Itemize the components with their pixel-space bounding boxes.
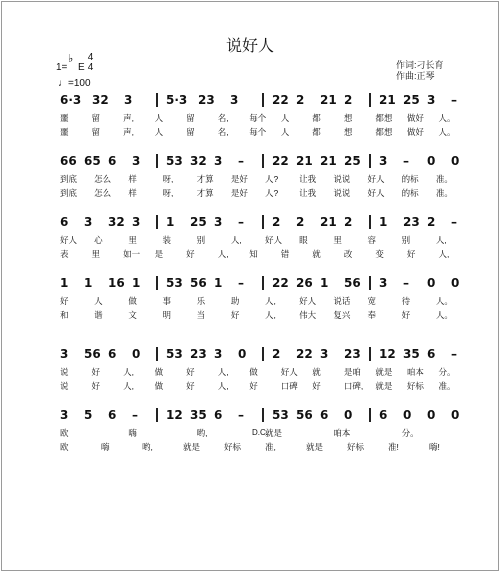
lyric-syllable: 欧 (60, 442, 69, 452)
lyric-syllable: 做好 (406, 127, 424, 137)
note: 25 (403, 93, 420, 107)
lyric-syllable: 好 (186, 249, 195, 259)
note: 0 (132, 347, 141, 361)
lyric-syllable: 人, (265, 296, 276, 306)
note: 3 (124, 93, 133, 107)
note: – (132, 408, 138, 422)
lyric-syllable: 噩 (60, 113, 69, 123)
lyric-syllable: 和 (60, 310, 69, 320)
notation-line (0, 153, 500, 173)
note: – (451, 93, 457, 107)
note: 1 (84, 276, 93, 290)
bar-line (262, 347, 264, 361)
lyric-syllable: 嗨! (429, 442, 440, 452)
bar-line (262, 215, 264, 229)
note: 22 (296, 347, 313, 361)
lyric-syllable: 都想 (375, 127, 393, 137)
bar-line (369, 276, 371, 290)
note: 2 (296, 215, 305, 229)
note: 2 (272, 215, 281, 229)
note: 0 (344, 408, 353, 422)
bar-line (369, 347, 371, 361)
score-row (0, 346, 500, 406)
lyric-syllable: 人? (265, 174, 279, 184)
lyric-syllable: 好 (230, 310, 240, 320)
note: 3 (320, 347, 329, 361)
lyric-syllable: 分。 (438, 367, 456, 377)
note: 6 (108, 347, 117, 361)
lyric-line (0, 126, 500, 138)
score-row (0, 275, 500, 335)
lyric-syllable: 人, (438, 249, 450, 259)
note: 1 (60, 276, 69, 290)
lyric-syllable: 是好 (230, 188, 248, 198)
lyric-syllable: 好 (406, 249, 416, 259)
lyric-syllable: 好标 (347, 442, 365, 452)
note: 53 (166, 347, 183, 361)
lyric-syllable: 事 (162, 296, 172, 306)
credits (396, 60, 444, 82)
lyric-syllable: 好人 (265, 235, 283, 245)
note: 12 (379, 347, 396, 361)
lyric-syllable: 复兴 (333, 310, 351, 320)
lyric-syllable: 好人 (299, 296, 317, 306)
bar-line (369, 93, 371, 107)
lyric-syllable: 人 (154, 127, 164, 137)
lyric-syllable: 做 (128, 296, 137, 306)
lyric-syllable: 就是 (183, 442, 201, 452)
note: 6·3 (60, 93, 82, 107)
flat-sign: ♭ (68, 53, 74, 65)
note: 5 (84, 408, 93, 422)
bar-line (262, 154, 264, 168)
note: 0 (451, 408, 460, 422)
score-row (0, 407, 500, 467)
lyric-syllable: 人, (217, 381, 229, 391)
lyric-syllable: 留 (91, 113, 101, 123)
lyric-syllable: 变 (375, 249, 384, 259)
notation-line (0, 275, 500, 295)
lyric-syllable: 才算 (196, 188, 214, 198)
lyric-syllable: 好标 (224, 442, 242, 452)
lyric-syllable: 文 (128, 310, 137, 320)
lyric-syllable: 人, (123, 381, 134, 391)
note: 16 (108, 276, 125, 290)
lyric-syllable: 咱本 (333, 428, 351, 438)
lyric-syllable: 明 (162, 310, 172, 320)
bar-line (262, 93, 264, 107)
lyric-syllable: 容 (367, 235, 377, 245)
lyric-syllable: 心 (94, 235, 103, 245)
note: 21 (320, 154, 337, 168)
lyric-syllable: 到底 (60, 188, 78, 198)
notation-line (0, 92, 500, 112)
notation-line (0, 407, 500, 427)
bar-line (369, 154, 371, 168)
lyric-syllable: 呀, (162, 188, 174, 198)
note: 3 (132, 154, 141, 168)
lyric-line (0, 366, 500, 378)
lyric-syllable: 知 (249, 249, 258, 259)
note: 6 (320, 408, 329, 422)
note: 3 (427, 93, 436, 107)
lyric-syllable: 好 (249, 381, 258, 391)
bar-line (369, 215, 371, 229)
note: 3 (84, 215, 93, 229)
lyric-syllable: 待 (401, 296, 411, 306)
lyric-syllable: 好 (91, 367, 101, 377)
note: 22 (272, 154, 289, 168)
note: 12 (166, 408, 183, 422)
lyric-syllable: 准。 (435, 174, 453, 184)
lyric-syllable: 好 (312, 381, 321, 391)
bar-line (156, 347, 158, 361)
note: 35 (403, 347, 420, 361)
lyric-syllable: 里 (333, 235, 342, 245)
note: 6 (427, 347, 436, 361)
note: 32 (92, 93, 109, 107)
lyric-syllable: 做好 (406, 113, 424, 123)
lyric-line (0, 441, 500, 453)
lyric-syllable: 谐 (94, 310, 103, 320)
lyric-syllable: 里 (91, 249, 101, 259)
lyric-syllable: 声, (123, 113, 134, 123)
lyric-syllable: 留 (186, 127, 195, 137)
lyric-syllable: 准。 (435, 188, 453, 198)
bar-line (262, 276, 264, 290)
lyric-syllable: 好 (60, 296, 69, 306)
lyric-syllable: 说说 (333, 174, 351, 184)
lyric-line (0, 295, 500, 307)
note: 3 (60, 347, 69, 361)
lyric-syllable: 助 (230, 296, 240, 306)
note: 3 (214, 154, 223, 168)
lyric-syllable: 都想 (375, 113, 393, 123)
note: 2 (296, 93, 305, 107)
bar-line (156, 154, 158, 168)
note: 1 (166, 215, 175, 229)
lyric-syllable: 才算 (196, 174, 214, 184)
note: 1 (379, 215, 388, 229)
note: 32 (190, 154, 207, 168)
lyric-syllable: 人。 (435, 310, 453, 320)
lyric-syllable: 做 (249, 367, 258, 377)
lyric-syllable: 是好 (230, 174, 248, 184)
note: 53 (166, 276, 183, 290)
lyric-syllable: 准。 (438, 381, 456, 391)
lyric-syllable: 呀, (162, 174, 174, 184)
lyric-syllable: 人 (280, 113, 290, 123)
note: 21 (320, 215, 337, 229)
note: – (238, 215, 244, 229)
lyric-line (0, 248, 500, 260)
note: 25 (190, 215, 207, 229)
note: 3 (230, 93, 239, 107)
note: 0 (427, 154, 436, 168)
note: – (451, 215, 457, 229)
time-signature (86, 53, 95, 73)
note: 6 (214, 408, 223, 422)
note: 2 (344, 215, 353, 229)
lyric-syllable: 留 (186, 113, 195, 123)
lyric-syllable: 人 (94, 296, 103, 306)
lyric-syllable: 人, (217, 367, 229, 377)
bar-line (262, 408, 264, 422)
notation-line (0, 214, 500, 234)
key-prefix: 1= (56, 62, 68, 73)
note: 53 (272, 408, 289, 422)
note: 23 (198, 93, 215, 107)
lyric-syllable: 好 (401, 310, 411, 320)
bar-line (156, 93, 158, 107)
note: 21 (296, 154, 313, 168)
lyric-syllable: 都 (312, 113, 321, 123)
lyric-syllable: 哟, (142, 442, 153, 452)
lyric-syllable: 别 (401, 235, 411, 245)
lyric-syllable: 到底 (60, 174, 78, 184)
note: 1 (320, 276, 329, 290)
lyric-syllable: 错 (280, 249, 290, 259)
lyric-syllable: 人, (123, 367, 134, 377)
lyric-syllable: 好人 (367, 174, 385, 184)
lyric-syllable: 好 (186, 381, 195, 391)
lyric-syllable: 好人 (367, 188, 385, 198)
lyric-syllable: 样 (128, 188, 137, 198)
note: 23 (403, 215, 420, 229)
lyric-syllable: 眼 (299, 235, 308, 245)
lyric-syllable: 嗨 (101, 442, 110, 452)
lyric-line (0, 309, 500, 321)
lyric-syllable: 每个 (249, 113, 267, 123)
lyric-syllable: 口碑, (343, 381, 364, 391)
lyric-syllable: 伟大 (299, 310, 317, 320)
lyric-syllable: 名, (217, 127, 229, 137)
lyric-syllable: 分。 (401, 428, 419, 438)
note: 3 (379, 154, 388, 168)
key-signature (56, 50, 116, 90)
lyric-syllable: 声, (123, 127, 134, 137)
composer-credit: 作曲:正琴 (396, 71, 435, 81)
time-signature-bottom: 4 (87, 62, 94, 73)
lyric-syllable: 表 (60, 249, 69, 259)
note: 56 (190, 276, 207, 290)
lyric-syllable: 做 (154, 367, 164, 377)
note: – (403, 154, 409, 168)
lyric-syllable: 噩 (60, 127, 69, 137)
note: 0 (238, 347, 247, 361)
lyric-syllable: 让我 (299, 188, 317, 198)
bar-line (156, 215, 158, 229)
lyric-syllable: 说 (60, 381, 69, 391)
note: – (238, 408, 244, 422)
tempo-mark: ♩=100 (58, 78, 91, 89)
note: – (238, 276, 244, 290)
note: 0 (427, 408, 436, 422)
lyric-syllable: 人 (280, 127, 290, 137)
lyric-syllable: 人, (435, 235, 447, 245)
note: 3 (214, 215, 223, 229)
lyric-line (0, 112, 500, 124)
note: 6 (379, 408, 388, 422)
lyric-line (0, 427, 500, 439)
note: 3 (214, 347, 223, 361)
note: – (451, 347, 457, 361)
lyric-syllable: 人 (154, 113, 164, 123)
lyric-syllable: 怎么 (94, 188, 112, 198)
lyric-syllable: 准, (265, 442, 276, 452)
lyric-syllable: 如一 (123, 249, 141, 259)
da-capo-mark: D.C. (252, 428, 268, 437)
notation-line (0, 346, 500, 366)
song-title: 说好人 (225, 36, 274, 55)
lyric-syllable: 就是 (265, 428, 283, 438)
note: 6 (108, 408, 117, 422)
lyricist-credit: 作词:刁长育 (396, 60, 444, 70)
note: 1 (214, 276, 223, 290)
lyric-syllable: 准! (388, 442, 399, 452)
note: 32 (108, 215, 125, 229)
lyric-syllable: 人, (230, 235, 242, 245)
lyric-syllable: 想 (343, 127, 353, 137)
lyric-line (0, 380, 500, 392)
note: 21 (379, 93, 396, 107)
lyric-syllable: 好人 (280, 367, 298, 377)
lyric-syllable: 好 (186, 367, 195, 377)
lyric-syllable: 就 (312, 367, 321, 377)
note: 2 (427, 215, 436, 229)
lyric-line (0, 187, 500, 199)
note: 22 (272, 276, 289, 290)
lyric-syllable: 样 (128, 174, 137, 184)
lyric-syllable: 人。 (438, 127, 456, 137)
lyric-syllable: 是 (154, 249, 164, 259)
lyric-syllable: 里 (128, 235, 137, 245)
bar-line (156, 276, 158, 290)
note: 1 (132, 276, 141, 290)
score-row (0, 92, 500, 152)
note: 2 (344, 93, 353, 107)
lyric-line (0, 173, 500, 185)
lyric-syllable: 装 (162, 235, 172, 245)
note: 56 (344, 276, 361, 290)
time-signature-top: 4 (87, 52, 94, 63)
note: 2 (272, 347, 281, 361)
lyric-syllable: 说话 (333, 296, 351, 306)
lyric-syllable: 人。 (435, 296, 453, 306)
lyric-syllable: 是咱 (343, 367, 361, 377)
lyric-syllable: 改 (343, 249, 353, 259)
lyric-syllable: 人。 (438, 113, 456, 123)
note: 65 (84, 154, 101, 168)
note: 22 (272, 93, 289, 107)
lyric-syllable: 人? (265, 188, 279, 198)
lyric-syllable: 好人 (60, 235, 78, 245)
lyric-syllable: 就是 (306, 442, 324, 452)
lyric-syllable: 咱本 (406, 367, 424, 377)
lyric-syllable: 就是 (375, 381, 393, 391)
lyric-syllable: 好 (91, 381, 101, 391)
note: 3 (379, 276, 388, 290)
lyric-syllable: 就是 (375, 367, 393, 377)
lyric-syllable: 留 (91, 127, 101, 137)
note: 25 (344, 154, 361, 168)
lyric-syllable: 哟, (196, 428, 208, 438)
lyric-syllable: 奉 (367, 310, 377, 320)
lyric-syllable: 说说 (333, 188, 351, 198)
note: 3 (132, 215, 141, 229)
note: 21 (320, 93, 337, 107)
score-row (0, 214, 500, 274)
lyric-syllable: 欧 (60, 428, 69, 438)
note: 0 (427, 276, 436, 290)
lyric-syllable: 别 (196, 235, 206, 245)
note: 56 (296, 408, 313, 422)
bar-line (369, 408, 371, 422)
lyric-syllable: 说 (60, 367, 69, 377)
note: 23 (344, 347, 361, 361)
note: – (403, 276, 409, 290)
note: 26 (296, 276, 313, 290)
lyric-syllable: 当 (196, 310, 206, 320)
lyric-syllable: 人, (265, 310, 276, 320)
note: 6 (108, 154, 117, 168)
note: 5·3 (166, 93, 188, 107)
note: 53 (166, 154, 183, 168)
score-row (0, 153, 500, 213)
lyric-line (0, 234, 500, 246)
lyric-syllable: 宽 (367, 296, 377, 306)
note: 56 (84, 347, 101, 361)
bar-line (156, 408, 158, 422)
note: 6 (60, 215, 69, 229)
key-name: E (78, 62, 85, 73)
note: 66 (60, 154, 77, 168)
lyric-syllable: 人, (217, 249, 229, 259)
lyric-syllable: 口碑 (280, 381, 298, 391)
lyric-syllable: 就 (312, 249, 321, 259)
note: 23 (190, 347, 207, 361)
lyric-syllable: 做 (154, 381, 164, 391)
lyric-syllable: 嗨 (128, 428, 137, 438)
lyric-syllable: 每个 (249, 127, 267, 137)
lyric-syllable: 怎么 (94, 174, 112, 184)
lyric-syllable: 想 (343, 113, 353, 123)
lyric-syllable: 好标 (406, 381, 424, 391)
note: 0 (403, 408, 412, 422)
note: 35 (190, 408, 207, 422)
lyric-syllable: 都 (312, 127, 321, 137)
lyric-syllable: 的标 (401, 188, 419, 198)
lyric-syllable: 的标 (401, 174, 419, 184)
note: 0 (451, 276, 460, 290)
note: – (238, 154, 244, 168)
lyric-syllable: 乐 (196, 296, 206, 306)
lyric-syllable: 让我 (299, 174, 317, 184)
note: 3 (60, 408, 69, 422)
note: 0 (451, 154, 460, 168)
lyric-syllable: 名, (217, 113, 229, 123)
